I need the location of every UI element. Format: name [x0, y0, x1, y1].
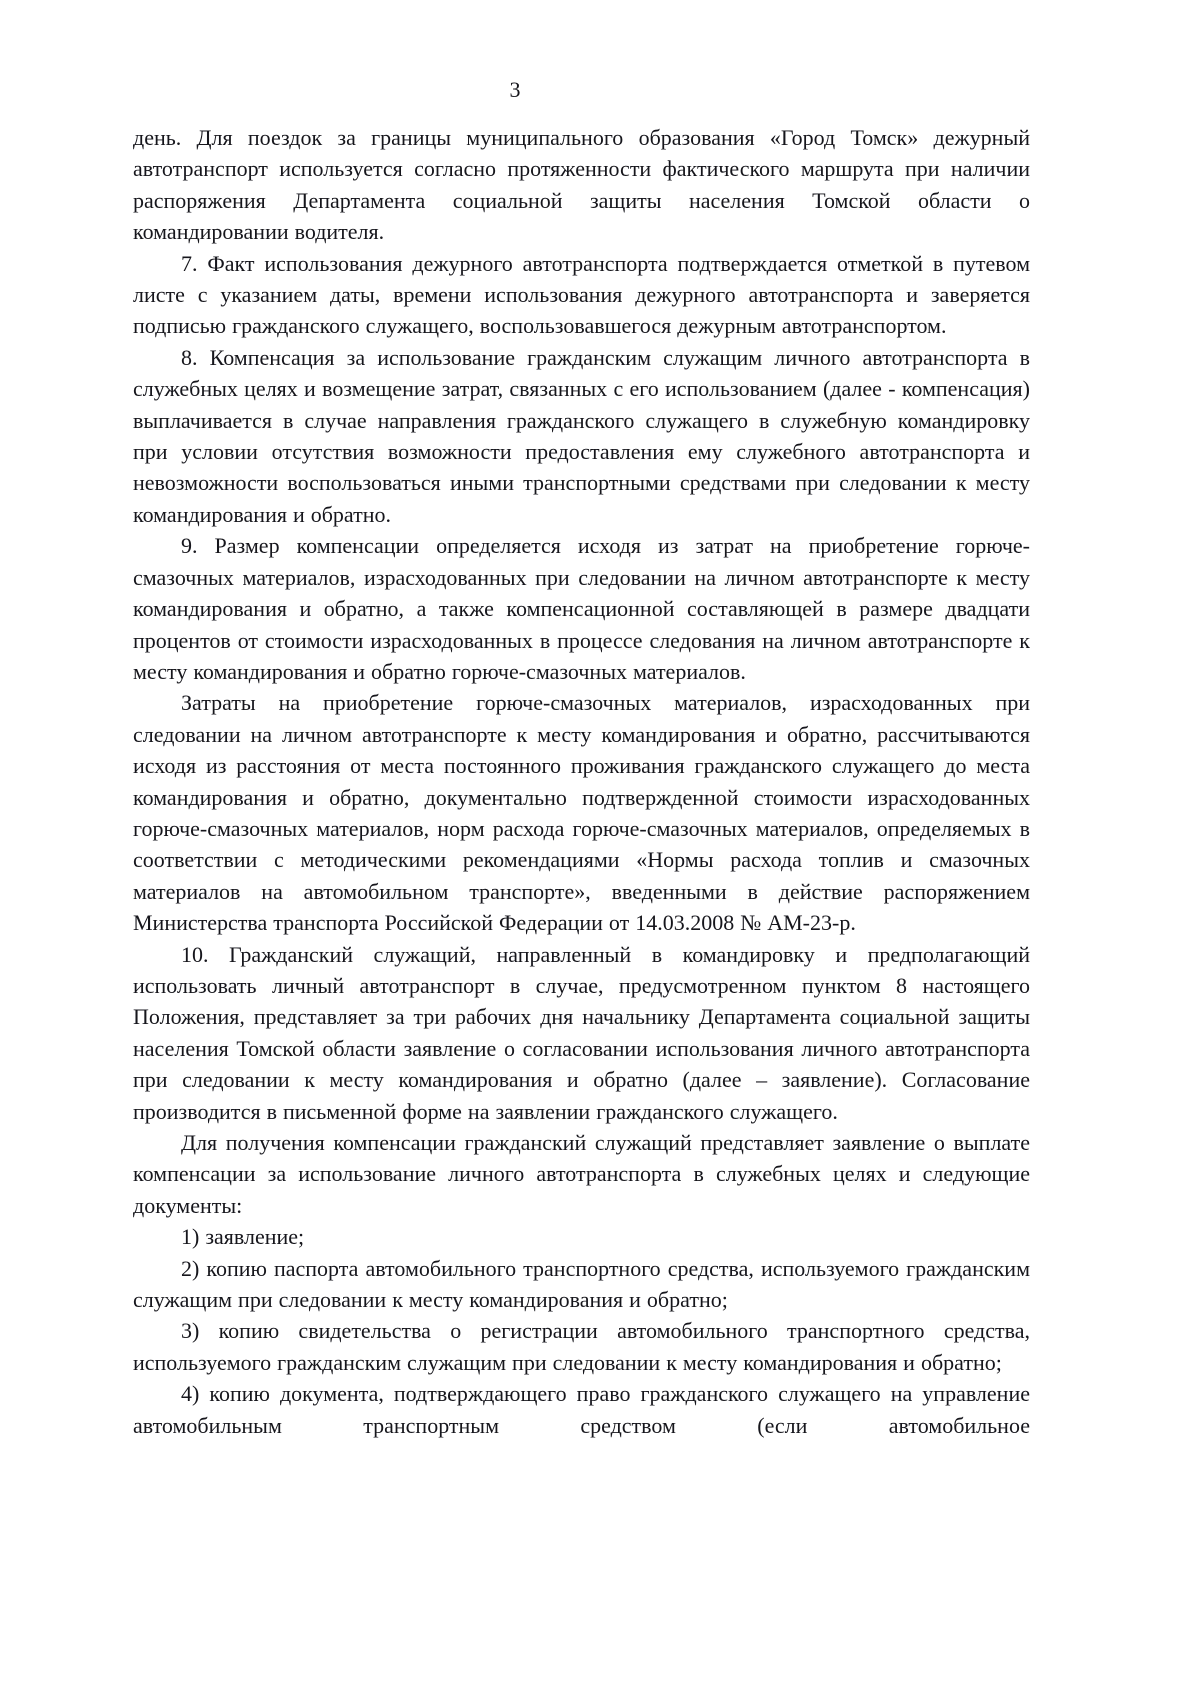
paragraph-continuation: день. Для поездок за границы муниципального образования «Город Томск» дежурный автотранспорт используется согласно протяженности фактического маршрута при наличии распоряжения Департамента социальной защиты населения Томской области о командировании водителя. [133, 125, 1030, 245]
list-item-3: 3) копию свидетельства о регистрации автомобильного транспортного средства, используемого гражданским служащим при следовании к месту командирования и обратно; [133, 1318, 1030, 1375]
paragraph-item-8: 8. Компенсация за использование гражданским служащим личного автотранспорта в служебных целях и возмещение затрат, связанных с его использованием (далее - компенсация) выплачивается в случае направления гражданского служащего в служебную командировку при условии отсутствия возможности предоставления ему служебного автотранспорта и невозможности воспользоваться иными транспортными средствами при следовании к месту командирования и обратно. [133, 344, 1030, 527]
list-item-1: 1) заявление; [181, 1224, 305, 1250]
paragraph-item-9: 9. Размер компенсации определяется исходя из затрат на приобретение горюче-смазочных материалов, израсходованных при следовании на личном автотранспорте к месту командирования и обратно, а также компенсационной составляющей в размере двадцати процентов от стоимости израсходованных в процессе следования на личном автотранспорте к месту командирования и обратно горюче-смазочных материалов. [133, 533, 1030, 684]
paragraph-documents-intro: Для получения компенсации гражданский служащий представляет заявление о выплате компенсации за использование личного автотранспорта в служебных целях и следующие документы: [133, 1130, 1030, 1218]
document-body [133, 122, 1030, 1441]
list-item-4: 4) копию документа, подтверждающего право гражданского служащего на управление автомобильным транспортным средством (если автомобильное [133, 1381, 1030, 1438]
list-item-2: 2) копию паспорта автомобильного транспортного средства, используемого гражданским служащим при следовании к месту командирования и обратно; [133, 1255, 1030, 1313]
paragraph-item-10: 10. Гражданский служащий, направленный в командировку и предполагающий использовать личный автотранспорт в случае, предусмотренном пунктом 8 настоящего Положения, представляет за три рабочих дня начальнику Департамента социальной защиты населения Томской области заявление о согласовании использования личного автотранспорта при следовании к месту командирования и обратно (далее – заявление). Согласование производится в письменной форме на заявлении гражданского служащего. [133, 941, 1030, 1124]
paragraph-item-7: 7. Факт использования дежурного автотранспорта подтверждается отметкой в путевом листе с указанием даты, времени использования дежурного автотранспорта и заверяется подписью гражданского служащего, воспользовавшегося дежурным автотранспортом. [133, 250, 1030, 339]
page-number: 3 [509, 77, 521, 102]
paragraph-costs: Затраты на приобретение горюче-смазочных материалов, израсходованных при следовании на личном автотранспорте к месту командирования и обратно, рассчитываются исходя из расстояния от места постоянного проживания гражданского служащего до места командирования и обратно, документально подтвержденной стоимости израсходованных горюче-смазочных материалов, норм расхода горюче-смазочных материалов, определяемых в соответствии с методическими рекомендациями «Нормы расхода топлив и смазочных материалов на автомобильном транспорте», введенными в действие распоряжением Министерства транспорта Российской Федерации от 14.03.2008 № АМ-23-р. [133, 690, 1030, 936]
